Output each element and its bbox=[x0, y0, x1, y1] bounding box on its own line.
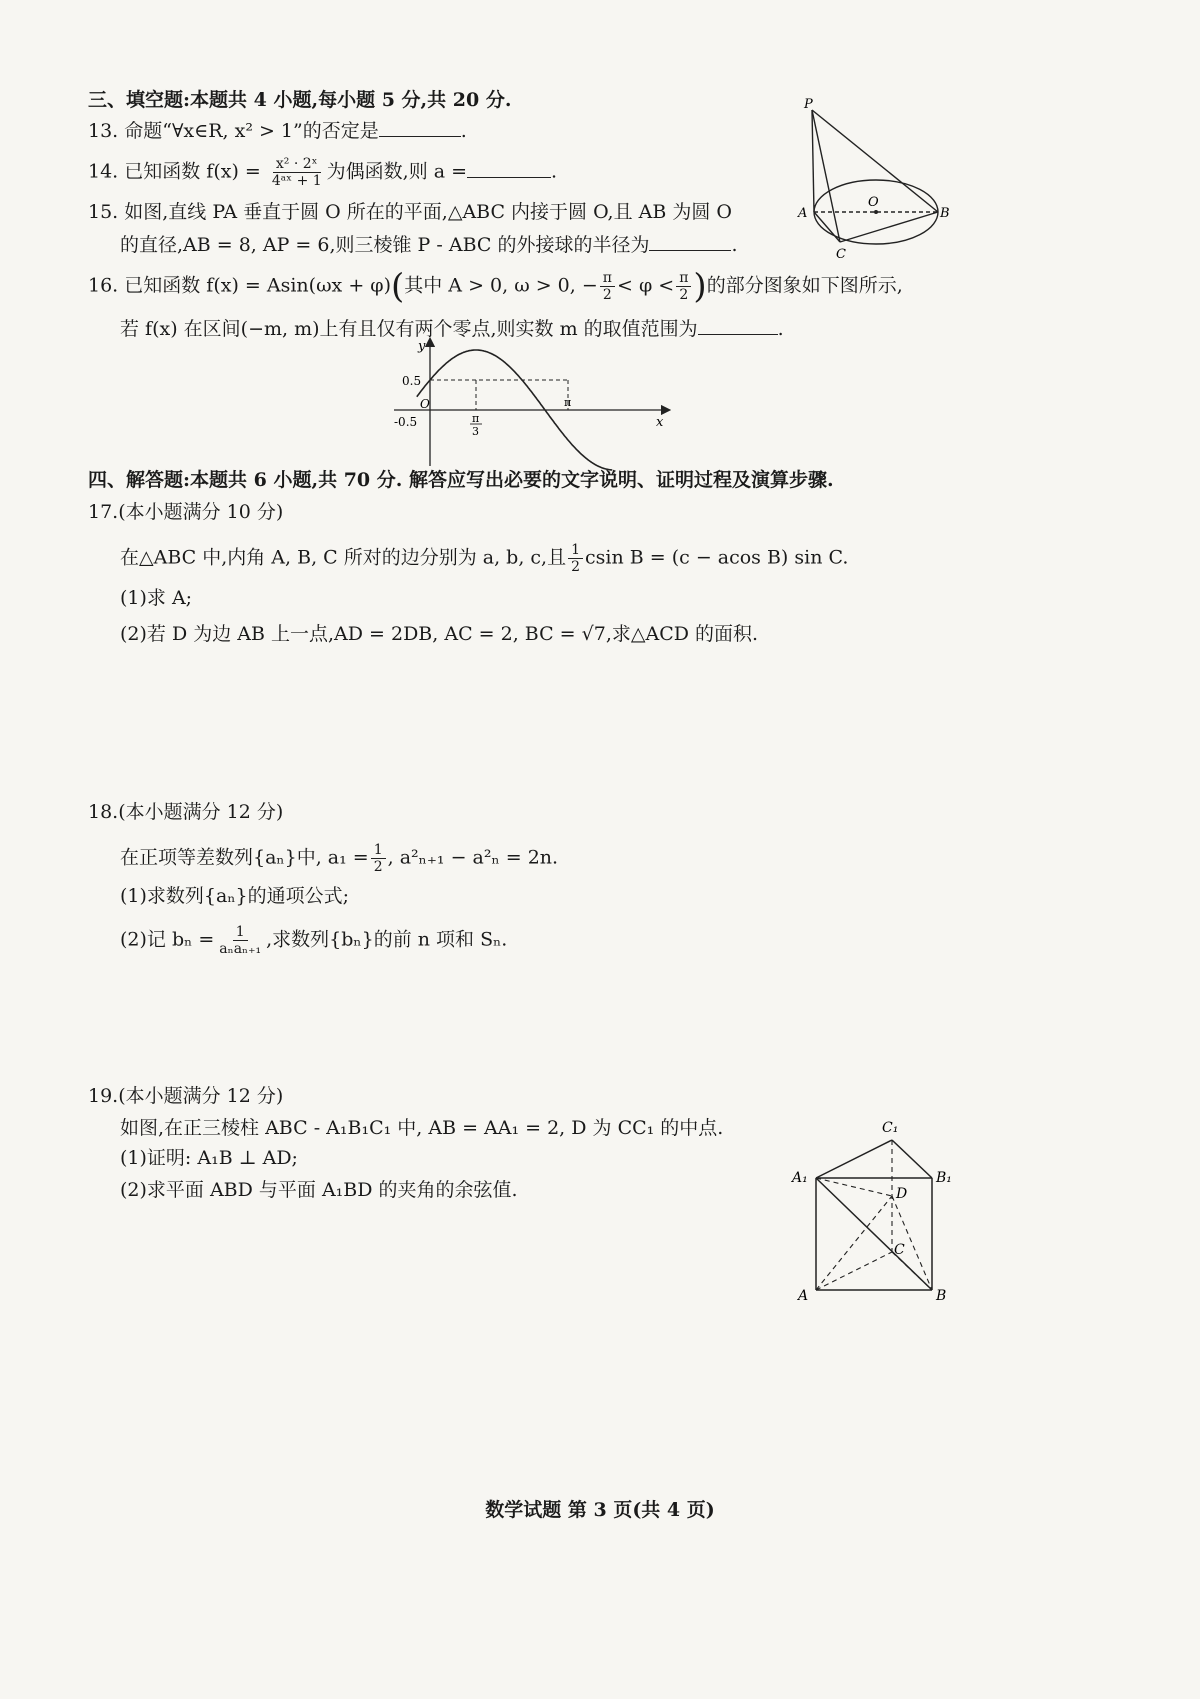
fig15-center-dot bbox=[874, 210, 878, 214]
q16-end: . bbox=[777, 318, 784, 340]
q16-condition-a: 其中 A > 0, ω > 0, − bbox=[404, 274, 598, 297]
q16-condition-b: < φ < bbox=[616, 274, 675, 297]
q17-part-1: (1)求 A; bbox=[120, 587, 193, 609]
fig19-label-d: D bbox=[896, 1186, 908, 1202]
q18-b-fraction bbox=[216, 924, 264, 957]
graph16-tick-pos: 0.5 bbox=[402, 374, 422, 388]
q19-part-2: (2)求平面 ABD 与平面 A₁BD 的夹角的余弦值. bbox=[120, 1179, 518, 1201]
fig19-label-c1: C₁ bbox=[882, 1120, 899, 1136]
q15-end: . bbox=[731, 234, 738, 256]
graph-16-sine bbox=[384, 336, 684, 476]
fig19-label-b: B bbox=[936, 1288, 947, 1304]
q18-stem bbox=[120, 842, 558, 875]
q17-part-2: (2)若 D 为边 AB 上一点,AD = 2DB, AC = 2, BC = √7,求△ACD 的面积. bbox=[120, 623, 759, 645]
q16-fraction-right bbox=[676, 270, 691, 303]
q18-half-den: 2 bbox=[373, 859, 383, 875]
fig15-label-a: A bbox=[798, 206, 808, 221]
q17-half bbox=[568, 542, 583, 575]
q15-answer-blank[interactable] bbox=[649, 232, 731, 251]
q17-stem-a: 在△ABC 中,内角 A, B, C 所对的边分别为 a, b, c,且 bbox=[120, 546, 567, 569]
q16-right-paren: ) bbox=[693, 266, 707, 307]
q16-frac-two-1: 2 bbox=[602, 287, 612, 303]
q18-header: 18.(本小题满分 12 分) bbox=[88, 801, 284, 823]
q18-b-num: 1 bbox=[233, 924, 248, 941]
fig19-label-b1: B₁ bbox=[936, 1170, 952, 1186]
q14-suffix: 为偶函数,则 a = bbox=[326, 160, 468, 183]
q16-fraction-left bbox=[600, 270, 615, 303]
q17-half-den: 2 bbox=[571, 559, 581, 575]
q18-p2-a: (2)记 bₙ = bbox=[120, 928, 215, 951]
q13-text: 13. 命题“∀x∈R, x² > 1”的否定是 bbox=[88, 120, 379, 142]
q14-fraction bbox=[269, 156, 325, 189]
q14-denominator: 4ᵃˣ + 1 bbox=[271, 173, 322, 189]
q17-half-num: 1 bbox=[568, 542, 583, 559]
fig19-label-a: A bbox=[798, 1288, 809, 1304]
q16-frac-pi-2: π bbox=[676, 270, 691, 287]
q14-numerator: x² · 2ˣ bbox=[273, 156, 321, 173]
question-16-line-1 bbox=[88, 266, 903, 307]
graph16-tick-neg: -0.5 bbox=[394, 415, 418, 429]
graph16-x-label: x bbox=[656, 415, 664, 430]
q18-stem-b: , a²ₙ₊₁ − a²ₙ = 2n. bbox=[387, 846, 559, 869]
fig15-label-c: C bbox=[836, 247, 846, 262]
page-footer: 数学试题 第 3 页(共 4 页) bbox=[485, 1499, 715, 1521]
graph16-tick-pi: π bbox=[564, 396, 572, 409]
q14-prefix: 14. 已知函数 f(x) = bbox=[88, 160, 267, 183]
fig19-label-a1: A₁ bbox=[792, 1170, 808, 1186]
q16-left-paren: ( bbox=[391, 266, 405, 307]
figure-19-prism bbox=[790, 1112, 970, 1312]
q18-b-den: aₙaₙ₊₁ bbox=[219, 941, 262, 957]
q17-stem-b: csin B = (c − acos B) sin C. bbox=[585, 546, 849, 569]
q19-stem: 如图,在正三棱柱 ABC - A₁B₁C₁ 中, AB = AA₁ = 2, D 为 CC₁ 的中点. bbox=[120, 1117, 724, 1139]
q17-stem bbox=[120, 542, 848, 575]
q15-line2-text: 的直径,AB = 8, AP = 6,则三棱锥 P - ABC 的外接球的半径为 bbox=[120, 234, 650, 256]
q16-answer-blank[interactable] bbox=[698, 316, 778, 335]
graph16-tick-pi3-num: π bbox=[472, 412, 480, 425]
graph16-origin: O bbox=[420, 397, 430, 411]
q16-frac-two-2: 2 bbox=[679, 287, 689, 303]
section-3-heading: 三、填空题:本题共 4 小题,每小题 5 分,共 20 分. bbox=[88, 89, 512, 111]
q18-half-num: 1 bbox=[371, 842, 386, 859]
question-13 bbox=[88, 118, 467, 143]
q13-end: . bbox=[460, 120, 467, 142]
q19-part-1: (1)证明: A₁B ⊥ AD; bbox=[120, 1147, 298, 1169]
fig15-label-b: B bbox=[940, 206, 950, 221]
q18-stem-a: 在正项等差数列{aₙ}中, a₁ = bbox=[120, 846, 369, 869]
q14-answer-blank[interactable] bbox=[467, 159, 551, 178]
q18-part-2 bbox=[120, 924, 507, 957]
question-15-line-1: 15. 如图,直线 PA 垂直于圆 O 所在的平面,△ABC 内接于圆 O,且 AB 为圆 O bbox=[88, 201, 732, 223]
q16-suffix: 的部分图象如下图所示, bbox=[706, 274, 903, 297]
q18-half bbox=[371, 842, 386, 875]
q13-answer-blank[interactable] bbox=[379, 118, 461, 137]
figure-15-pyramid bbox=[800, 96, 950, 266]
q19-header: 19.(本小题满分 12 分) bbox=[88, 1085, 284, 1107]
question-14 bbox=[88, 156, 557, 189]
q17-header: 17.(本小题满分 10 分) bbox=[88, 501, 284, 523]
q16-line2-text: 若 f(x) 在区间(−m, m)上有且仅有两个零点,则实数 m 的取值范围为 bbox=[120, 318, 698, 340]
q14-end: . bbox=[551, 160, 558, 183]
section-4-heading: 四、解答题:本题共 6 小题,共 70 分. 解答应写出必要的文字说明、证明过程及演算步骤. bbox=[88, 469, 834, 491]
q16-frac-pi-1: π bbox=[600, 270, 615, 287]
fig15-label-p: P bbox=[804, 97, 813, 112]
fig15-label-o: O bbox=[868, 195, 879, 210]
question-15-line-2 bbox=[120, 232, 738, 257]
q18-part-1: (1)求数列{aₙ}的通项公式; bbox=[120, 885, 350, 907]
graph16-tick-pi3-den: 3 bbox=[472, 425, 479, 438]
q18-p2-b: ,求数列{bₙ}的前 n 项和 Sₙ. bbox=[266, 928, 508, 951]
fig19-label-c: C bbox=[894, 1242, 905, 1258]
graph16-y-label: y bbox=[418, 339, 426, 354]
q16-prefix: 16. 已知函数 f(x) = Asin(ωx + φ) bbox=[88, 274, 391, 297]
